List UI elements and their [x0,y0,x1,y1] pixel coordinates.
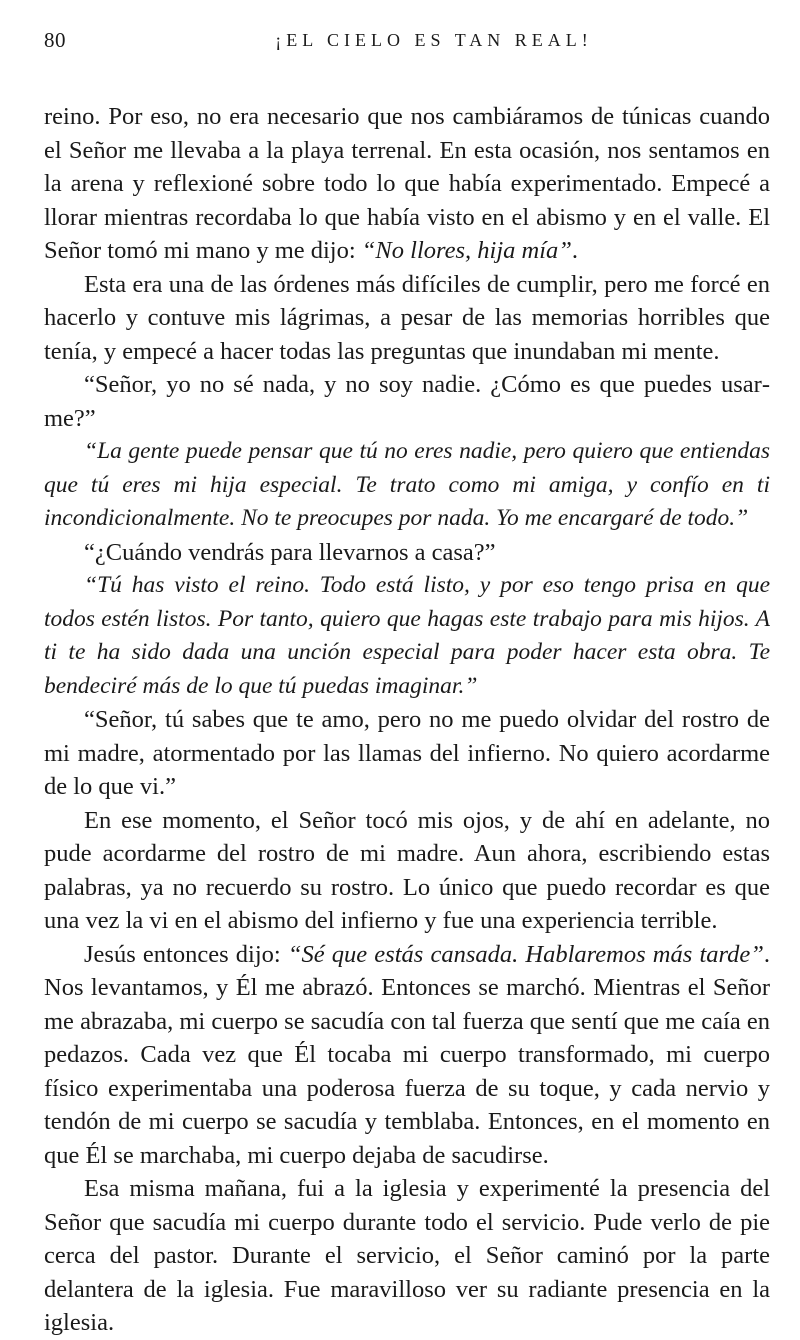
body-text [44,100,770,1340]
paragraph-1-end: . [571,237,579,264]
paragraph-1-quote: “No llores, hija mía” [361,237,572,264]
paragraph-3: “Señor, yo no sé nada, y no soy nadie. ¿Cómo es que puedes usarme?” [44,371,770,432]
paragraph-9-start: Jesús entonces dijo: [84,940,288,968]
paragraph-9-rest: . Nos levantamos, y Él me abrazó. Entonces se marchó. Mientras el Señor me abrazaba, mi cuerpo se sacudía con tal fuerza que sentí que me caía en pedazos. Cada vez que Él tocaba mi cuerpo transformado, mi cuerpo físico experimentaba una poderosa fuerza de su toque, y cada nervio y tendón de mi cuerpo se sacudía y temblaba. Entonces, en el momento en que Él se marchaba, mi cuerpo dejaba de sacudirse. [44,940,770,1169]
paragraph-10: Esa misma mañana, fui a la iglesia y experimenté la presencia del Señor que sacudía mi cuerpo durante todo el servicio. Pude verlo de pie cerca del pastor. Durante el servicio, el Señor caminó por la parte delantera de la iglesia. Fue maravilloso ver su radiante presencia en la iglesia. [44,1175,770,1336]
running-header [44,26,772,66]
book-title-header: ¡EL CIELO ES TAN REAL! [275,30,593,50]
paragraph-4-quote: “La gente puede pensar que tú no eres nadie, pero quiero que entiendas que tú eres mi hija especial. Te trato como mi amiga, y confío en ti incondicionalmente. No te preocupes por nada. Yo me encargaré de todo.” [44,438,770,531]
paragraph-1-text: reino. Por eso, no era necesario que nos cambiáramos de túnicas cuando el Señor me llevaba a la playa terrenal. En esta ocasión, nos sentamos en la arena y reflexioné sobre todo lo que había experimentado. Empecé a llorar mientras recordaba lo que había visto en el abismo y en el valle. El Señor tomó mi mano y me dijo: [44,103,770,264]
paragraph-9-quote: “Sé que estás cansada. Hablaremos más tarde” [287,940,764,968]
paragraph-1 [44,100,770,268]
paragraph-8: En ese momento, el Señor tocó mis ojos, y de ahí en adelante, no pude acordarme del rostro de mi madre. Aun ahora, escribiendo estas palabras, ya no recuerdo su rostro. Lo único que puedo recordar es que una vez la vi en el abismo del infierno y fue una experiencia terrible. [44,806,770,934]
paragraph-9 [44,938,770,1173]
paragraph-5: “¿Cuándo vendrás para llevarnos a casa?” [84,538,496,566]
book-page [44,26,772,1336]
page-number: 80 [44,28,66,52]
paragraph-6-quote: “Tú has visto el reino. Todo está listo, y por eso tengo prisa en que todos estén listos. Por tanto, quiero que hagas este trabajo para mis hijos. A ti te ha sido dada una unción especial para poder hacer esta obra. Te bendeciré más de lo que tú puedas imaginar.” [44,572,770,699]
paragraph-2: Esta era una de las órdenes más difíciles de cumplir, pero me forcé en hacerlo y contuve mis lágrimas, a pesar de las memorias horribles que tenía, y empecé a hacer todas las preguntas que inundaban mi mente. [44,270,770,365]
paragraph-7: “Señor, tú sabes que te amo, pero no me puedo olvidar del rostro de mi madre, atormentado por las llamas del infierno. No quiero acordarme de lo que vi.” [44,706,770,800]
